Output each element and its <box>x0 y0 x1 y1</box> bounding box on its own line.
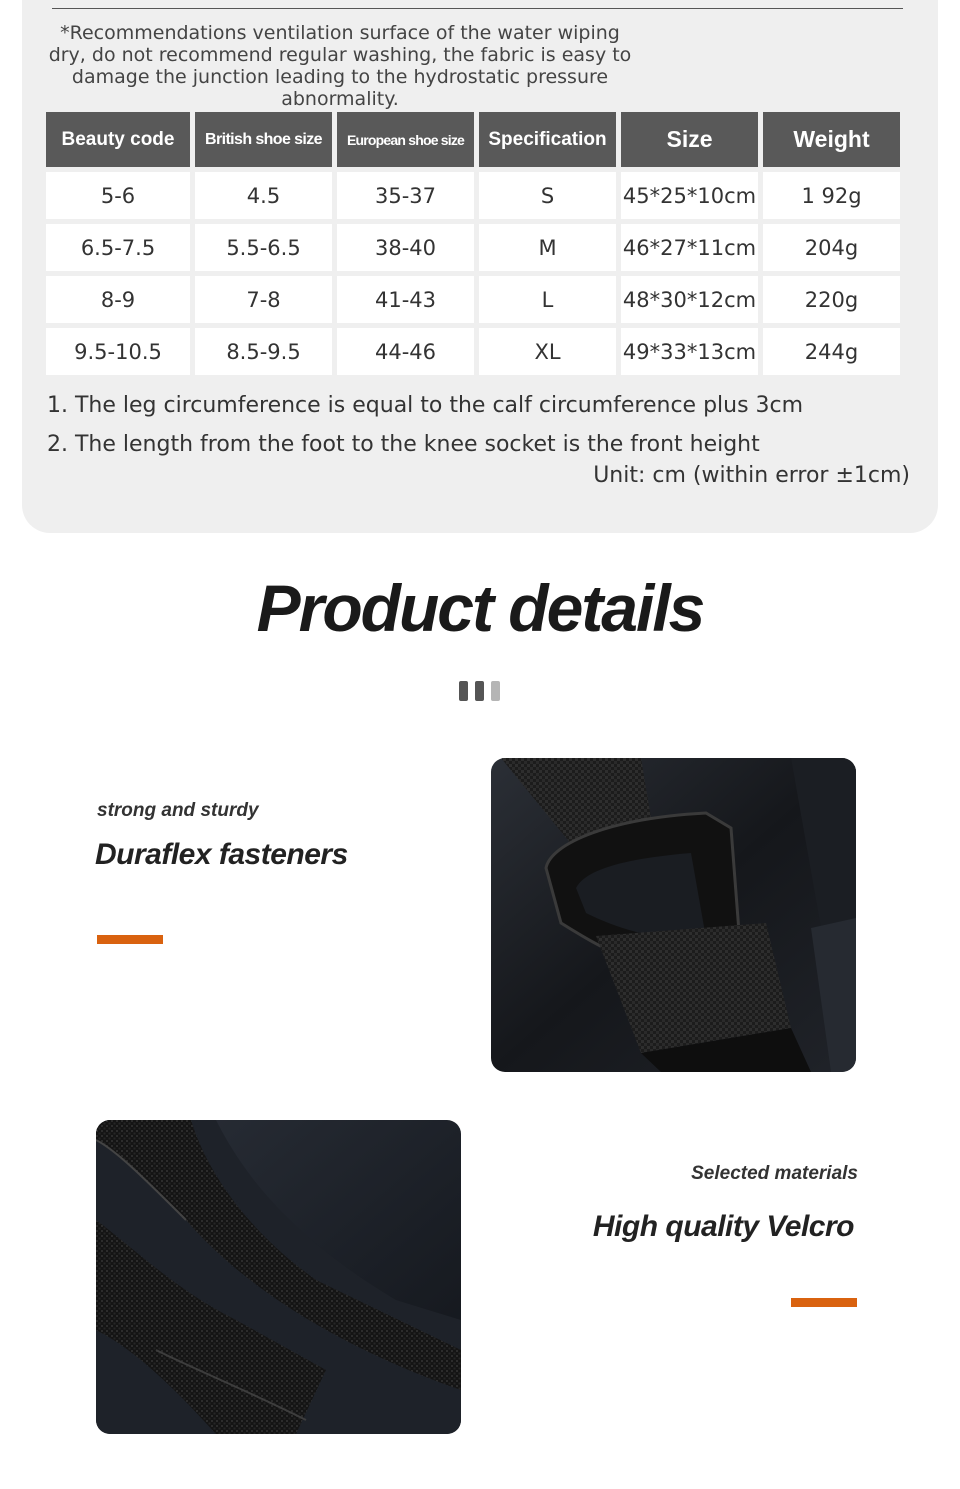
table-cell: 204g <box>763 224 900 271</box>
table-cell: 7-8 <box>195 276 332 323</box>
table-row <box>46 224 900 271</box>
table-cell: 244g <box>763 328 900 375</box>
table-cell: 8-9 <box>46 276 190 323</box>
divider-line <box>52 8 903 9</box>
table-header-cell: Specification <box>479 112 616 167</box>
table-header-cell: Size <box>621 112 758 167</box>
table-header-cell: Weight <box>763 112 900 167</box>
table-cell: 38-40 <box>337 224 474 271</box>
table-cell: 35-37 <box>337 172 474 219</box>
feature-heading: Duraflex fasteners <box>95 838 348 871</box>
size-notes <box>47 386 803 464</box>
table-cell: 4.5 <box>195 172 332 219</box>
table-cell: 5.5-6.5 <box>195 224 332 271</box>
strap-buckle-icon <box>491 758 856 1072</box>
accent-bar <box>791 1298 857 1307</box>
table-cell: 41-43 <box>337 276 474 323</box>
strap-buckle-photo <box>491 758 856 1072</box>
unit-note: Unit: cm (within error ±1cm) <box>593 463 910 488</box>
feature-subtitle: Selected materials <box>691 1163 858 1184</box>
table-cell: L <box>479 276 616 323</box>
table-cell: M <box>479 224 616 271</box>
table-cell: 8.5-9.5 <box>195 328 332 375</box>
table-cell: 45*25*10cm <box>621 172 758 219</box>
table-cell: 5-6 <box>46 172 190 219</box>
table-cell: 9.5-10.5 <box>46 328 190 375</box>
table-cell: 46*27*11cm <box>621 224 758 271</box>
accent-bar <box>97 935 163 944</box>
table-cell: 49*33*13cm <box>621 328 758 375</box>
table-header-cell: British shoe size <box>195 112 332 167</box>
table-row <box>46 276 900 323</box>
table-cell: 1 92g <box>763 172 900 219</box>
size-note-item: 2. The length from the foot to the knee socket is the front height <box>47 432 760 457</box>
size-table <box>41 107 905 380</box>
table-header-row <box>46 112 900 167</box>
care-note: *Recommendations ventilation surface of the water wiping dry, do not recommend regular washing, the fabric is easy to damage the junction leading to the hydrostatic pressure abnormality. <box>48 22 632 110</box>
table-cell: S <box>479 172 616 219</box>
feature-heading: High quality Velcro <box>592 1210 854 1243</box>
size-note-item: 1. The leg circumference is equal to the calf circumference plus 3cm <box>47 393 804 418</box>
table-cell: XL <box>479 328 616 375</box>
table-cell: 44-46 <box>337 328 474 375</box>
velcro-strap-photo <box>96 1120 461 1434</box>
table-row <box>46 172 900 219</box>
table-cell: 220g <box>763 276 900 323</box>
section-title: Product details <box>256 571 704 645</box>
table-cell: 6.5-7.5 <box>46 224 190 271</box>
table-cell: 48*30*12cm <box>621 276 758 323</box>
table-header-cell: European shoe size <box>337 112 474 167</box>
table-row <box>46 328 900 375</box>
table-header-cell: Beauty code <box>46 112 190 167</box>
velcro-strap-icon <box>96 1120 461 1434</box>
feature-subtitle: strong and sturdy <box>97 800 259 821</box>
title-bars-icon <box>459 681 501 701</box>
